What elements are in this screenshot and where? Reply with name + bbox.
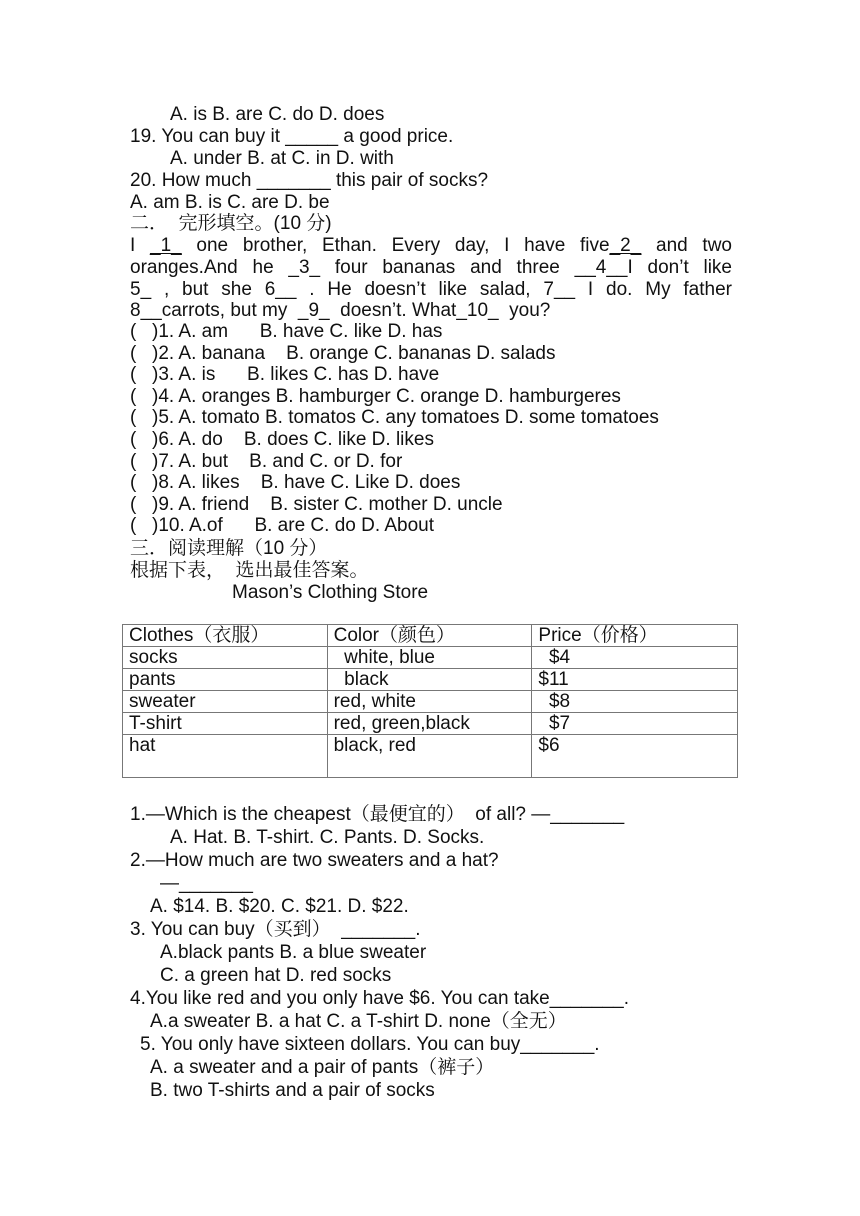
cloze-text: I [130,235,150,256]
cloze-option-line [130,386,621,408]
table-row [123,713,738,735]
option-text: 5. A. tomato B. tomatos C. any tomatoes D. some tomatoes [158,407,659,429]
q20-stem: 20. How much _______ this pair of socks? [130,170,489,191]
reading-instruction: 根据下表， 选出最佳答案。 [130,560,369,581]
cloze-passage-line-4: 8__carrots, but my _9_ doesn’t. What_10_ you? [130,300,551,321]
answer-paren[interactable]: ( [130,472,137,494]
cell-clothes: pants [123,669,328,691]
cloze-blank-1: _1_ [150,235,182,256]
cloze-passage-line-3: 5_ , but she 6__ . He doesn’t like salad, 7__ I do. My father [130,279,732,300]
table-row [123,691,738,713]
cloze-option-line [130,472,460,494]
cloze-text: and two [641,235,732,256]
option-text: 2. A. banana B. orange C. bananas D. salads [158,342,556,364]
table-row [123,669,738,691]
cloze-option-line [130,407,659,429]
header-clothes: Clothes（衣服） [123,625,328,647]
cell-price: $8 [532,691,738,713]
answer-paren[interactable]: ( [130,364,137,386]
cell-price: $11 [532,669,738,691]
answer-paren[interactable]: ( [130,385,137,407]
answer-paren[interactable]: ( [130,407,137,429]
answer-paren-close: ) [152,407,159,429]
option-text: 1. A. am B. have C. like D. has [158,321,443,342]
cell-color: black [327,669,532,691]
cloze-option-line [130,429,434,451]
q20-options: A. am B. is C. are D. be [130,192,330,213]
reading-q3-stem: 3. You can buy（买到） _______. [130,919,421,940]
cell-color: black, red [327,735,532,778]
q19-stem: 19. You can buy it _____ a good price. [130,126,454,147]
reading-q4-stem: 4.You like red and you only have $6. You can take_______. [130,988,629,1009]
cloze-option-line [130,515,434,537]
cell-clothes: socks [123,647,328,669]
option-text: 9. A. friend B. sister C. mother D. uncle [158,493,503,515]
cell-clothes: hat [123,735,328,778]
reading-q2-blank: —_______ [160,873,253,894]
q19-options: A. under B. at C. in D. with [170,148,394,169]
cloze-text: one brother, Ethan. Every day, I have five [181,235,610,256]
cloze-option-line [130,364,439,386]
option-text: 4. A. oranges B. hamburger C. orange D. hamburgeres [158,385,621,407]
table-row [123,735,738,778]
table-row [123,647,738,669]
reading-heading: 三．阅读理解（10 分） [130,538,328,559]
cell-clothes: T-shirt [123,713,328,735]
cell-color: red, green,black [327,713,532,735]
reading-q3-options-b: C. a green hat D. red socks [160,965,392,986]
answer-paren[interactable]: ( [130,450,137,472]
option-text: 8. A. likes B. have C. Like D. does [158,472,461,494]
option-text: 7. A. but B. and C. or D. for [158,450,403,472]
answer-paren-close: ) [152,429,159,450]
cell-color: white, blue [327,647,532,669]
reading-q5-stem: 5. You only have sixteen dollars. You can buy_______. [140,1034,600,1055]
cell-price: $6 [532,735,738,778]
reading-q3-options-a: A.black pants B. a blue sweater [160,942,427,963]
cloze-option-line [130,321,442,343]
cloze-option-line [130,494,503,516]
option-text: 3. A. is B. likes C. has D. have [158,364,440,386]
store-title: Mason’s Clothing Store [232,582,429,603]
table-header-row [123,625,738,647]
reading-q2-stem: 2.—How much are two sweaters and a hat? [130,850,499,871]
cell-price: $4 [532,647,738,669]
cloze-passage-line-1 [130,235,732,257]
option-text: 10. A.of B. are C. do D. About [158,515,434,537]
clothing-table [122,624,738,778]
cloze-option-line [130,343,555,365]
answer-paren[interactable]: ( [130,493,137,515]
answer-paren-close: ) [152,450,159,472]
cloze-blank-2: _2_ [609,235,642,256]
cloze-passage-line-2: oranges.And he _3_ four bananas and three __4__I don’t like [130,257,732,278]
answer-paren-close: ) [152,342,159,364]
answer-paren-close: ) [152,321,159,342]
reading-q1-stem: 1.—Which is the cheapest（最便宜的） of all? —_______ [130,804,625,825]
option-text: 6. A. do B. does C. like D. likes [158,429,434,450]
cloze-option-line [130,451,402,473]
answer-paren[interactable]: ( [130,342,137,364]
q18-options: A. is B. are C. do D. does [170,104,385,125]
header-color: Color（颜色） [327,625,532,647]
header-price: Price（价格） [532,625,738,647]
cloze-heading: 二． 完形填空。(10 分) [130,213,332,234]
cell-clothes: sweater [123,691,328,713]
cell-price: $7 [532,713,738,735]
answer-paren-close: ) [152,364,159,386]
reading-q4-options: A.a sweater B. a hat C. a T-shirt D. none（全无） [150,1011,567,1032]
answer-paren[interactable]: ( [130,321,137,342]
answer-paren-close: ) [152,515,159,537]
answer-paren[interactable]: ( [130,515,137,537]
answer-paren-close: ) [152,385,159,407]
reading-q5-options-b: B. two T-shirts and a pair of socks [150,1080,435,1101]
answer-paren-close: ) [152,472,159,494]
answer-paren[interactable]: ( [130,429,137,450]
reading-q5-options-a: A. a sweater and a pair of pants（裤子） [150,1057,495,1078]
cell-color: red, white [327,691,532,713]
reading-q2-options: A. $14. B. $20. C. $21. D. $22. [150,896,409,917]
answer-paren-close: ) [152,493,159,515]
reading-q1-options: A. Hat. B. T-shirt. C. Pants. D. Socks. [170,827,485,848]
